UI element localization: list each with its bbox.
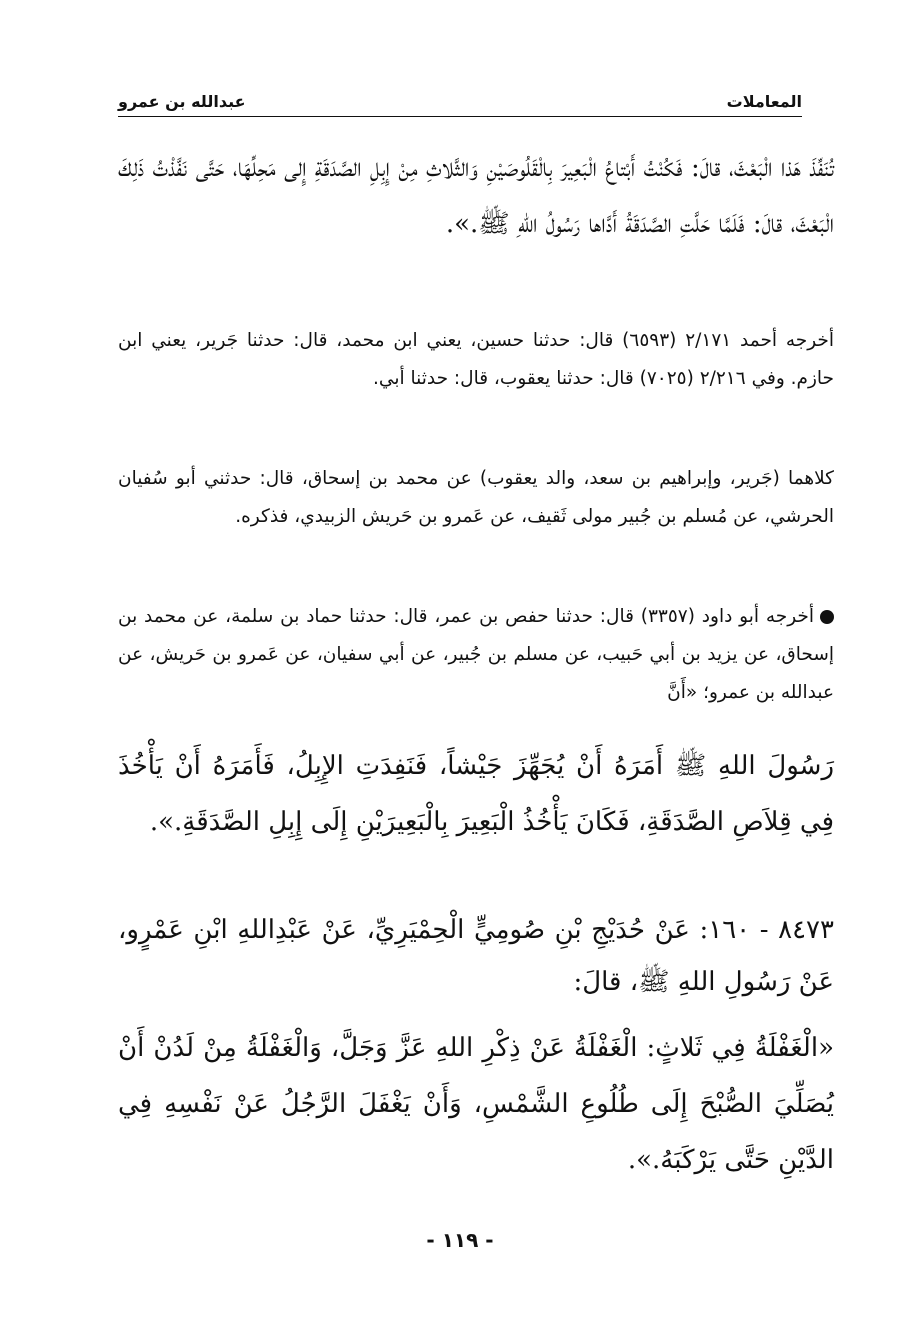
running-header	[118, 92, 802, 117]
hadith-160-text: «الْغَفْلَةُ فِي ثَلاثٍ: الْغَفْلَةُ عَنْ ذِكْرِ اللهِ عَزَّ وَجَلَّ، وَالْغَفْلَةُ مِنْ لَدُنْ أَنْ يُصَلِّيَ الصُّبْحَ إِلَى طُلُوعِ الشَّمْسِ، وَأَنْ يَغْفَلَ الرَّجُلُ عَنْ نَفْسِهِ فِي الدَّيْنِ حَتَّى يَرْكَبَهُ.».	[118, 1033, 834, 1175]
takhrij-abu-dawud	[118, 598, 834, 712]
chapter-title: المعاملات	[726, 92, 802, 111]
abu-dawud-matn: رَسُولَ اللهِ ﷺ أَمَرَهُ أَنْ يُجَهِّزَ جَيْشاً، فَنَفِدَتِ الإِبِلُ، فَأَمَرَهُ أَنْ يَأْخُذَ فِي قِلاَصِ الصَّدَقَةِ، فَكَانَ يَأْخُذُ الْبَعِيرَ بِالْبَعِيرَيْنِ إِلَى إِبِلِ الصَّدَقَةِ.».	[118, 751, 834, 837]
hadith-continuation: تُنَفِّذَ هَذا الْبَعْثَ، قالَ: فَكُنْتُ أَبْتاعُ الْبَعِيرَ بِالْقَلُوصَيْنِ وَالثَّلاثِ مِنْ إِبِلِ الصَّدَقَةِ إِلى مَحِلِّهَا، حَتَّى نَفَّذْتُ ذَلِكَ الْبَعْثَ، قالَ: فَلَمَّا حَلَّتِ الصَّدَقَةُ أَدَّاها رَسُولُ اللهِ ﷺ.».	[118, 153, 834, 239]
takhrij-abu-dawud-text: أخرجه أبو داود (٣٣٥٧) قال: حدثنا حفص بن عمر، قال: حدثنا حماد بن سلمة، عن محمد بن إسحاق، عن يزيد بن أبي حَبيب، عن مسلم بن جُبير، عن أبي سفيان، عن عَمرو بن حَريش، عن عبدالله بن عمرو؛ «أَنَّ	[118, 606, 834, 703]
hadith-160-header: ٨٤٧٣ - ١٦٠: عَنْ حُدَيْجِ بْنِ صُومِيٍّ الْحِمْيَرِيِّ، عَنْ عَبْدِاللهِ ابْنِ عَمْرٍو، عَنْ رَسُولِ اللهِ ﷺ، قالَ:	[118, 915, 834, 997]
bullet-icon	[820, 610, 834, 624]
page-number: - ١١٩ -	[426, 1228, 494, 1252]
narrator-title: عبدالله بن عمرو	[118, 92, 246, 111]
takhrij-chain: كلاهما (جَرير، وإبراهيم بن سعد، والد يعقوب) عن محمد بن إسحاق، قال: حدثني أبو سُفيان الحرشي، عن مُسلم بن جُبير مولى ثَقيف، عن عَمرو بن حَريش الزبيدي، فذكره.	[118, 468, 834, 527]
takhrij-ahmad: أخرجه أحمد ٢/١٧١ (٦٥٩٣) قال: حدثنا حسين، يعني ابن محمد، قال: حدثنا جَرير، يعني ابن حازم. وفي ٢/٢١٦ (٧٠٢٥) قال: حدثنا يعقوب، قال: حدثنا أبي.	[118, 330, 834, 389]
